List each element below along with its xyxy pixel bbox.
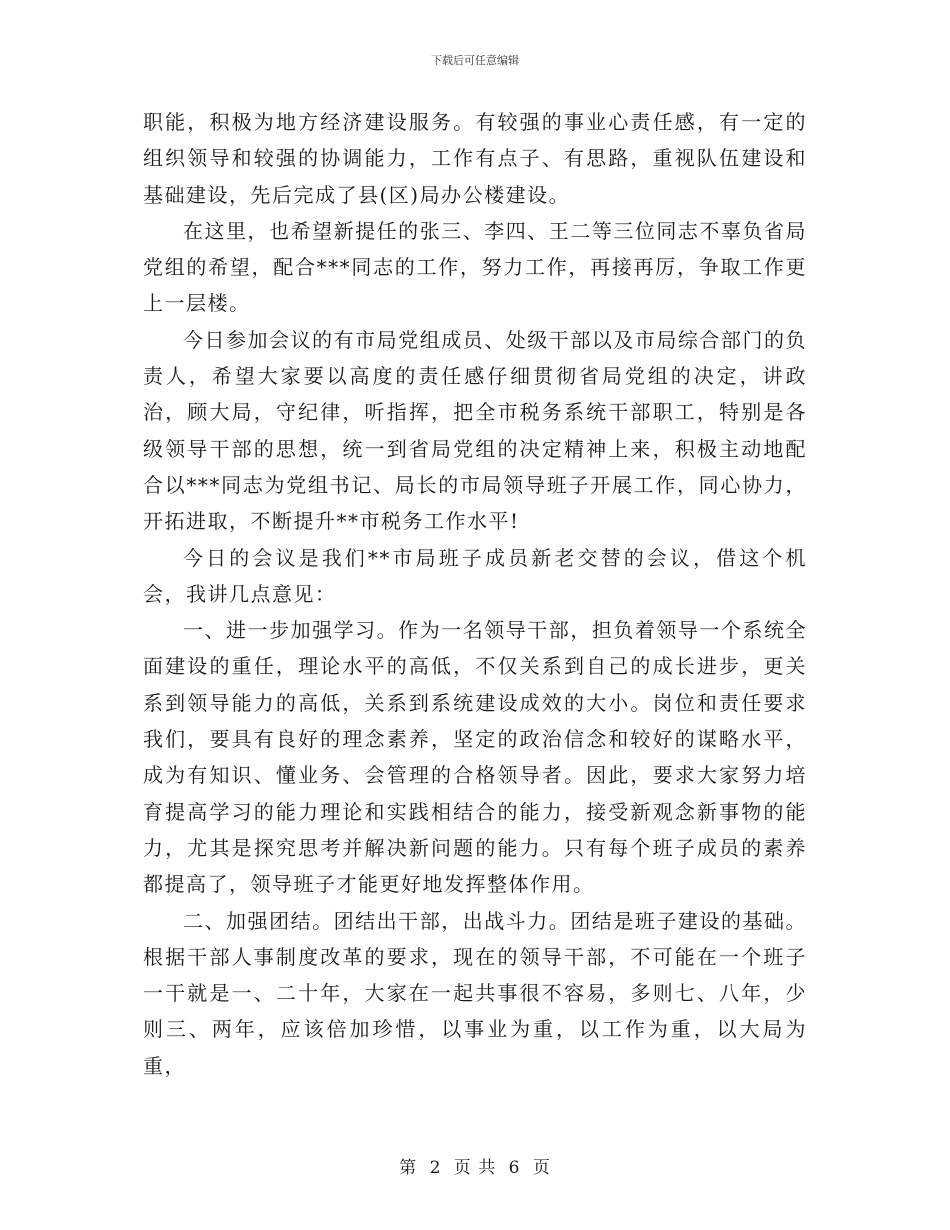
total-page-count: 6 — [508, 1158, 521, 1178]
footer-middle: 页 共 — [453, 1158, 497, 1178]
current-page-number: 2 — [429, 1158, 442, 1178]
paragraph: 今日参加会议的有市局党组成员、处级干部以及市局综合部门的负责人，希望大家要以高度的责任感仔细贯彻省局党组的决定，讲政治，顾大局，守纪律，听指挥，把全市税务系统干部职工，特别是各级领导干部的思想，统一到省局党组的决定精神上来，积极主动地配合以***同志为党组书记、局长的市局领导班子开展工作，同心协力，开拓进取，不断提升**市税务工作水平! — [143, 327, 807, 534]
footer-suffix: 页 — [532, 1158, 551, 1178]
document-body — [143, 104, 807, 1084]
paragraph: 一、进一步加强学习。作为一名领导干部，担负着领导一个系统全面建设的重任，理论水平的高低，不仅关系到自己的成长进步，更关系到领导能力的高低，关系到系统建设成效的大小。岗位和责任要求我们，要具有良好的理念素养，坚定的政治信念和较好的谋略水平，成为有知识、懂业务、会管理的合格领导者。因此，要求大家努力培育提高学习的能力理论和实践相结合的能力，接受新观念新事物的能力，尤其是探究思考并解决新问题的能力。只有每个班子成员的素养都提高了，领导班子才能更好地发挥整体作用。 — [143, 618, 807, 897]
header-note: 下载后可任意编辑 — [431, 54, 519, 67]
paragraph: 职能，积极为地方经济建设服务。有较强的事业心责任感，有一定的组织领导和较强的协调能力，工作有点子、有思路，重视队伍建设和基础建设，先后完成了县(区)局办公楼建设。 — [143, 110, 807, 207]
footer-prefix: 第 — [399, 1158, 418, 1178]
paragraph: 今日的会议是我们**市局班子成员新老交替的会议，借这个机会，我讲几点意见： — [143, 545, 807, 606]
paragraph: 二、加强团结。团结出干部，出战斗力。团结是班子建设的基础。根据干部人事制度改革的要求，现在的领导干部，不可能在一个班子一干就是一、二十年，大家在一起共事很不容易，多则七、八年，少则三、两年，应该倍加珍惜，以事业为重，以工作为重，以大局为重， — [143, 908, 807, 1078]
page-number-footer — [0, 1153, 950, 1178]
paragraph: 在这里，也希望新提任的张三、李四、王二等三位同志不辜负省局党组的希望，配合***同志的工作，努力工作，再接再厉，争取工作更上一层楼。 — [143, 218, 807, 316]
